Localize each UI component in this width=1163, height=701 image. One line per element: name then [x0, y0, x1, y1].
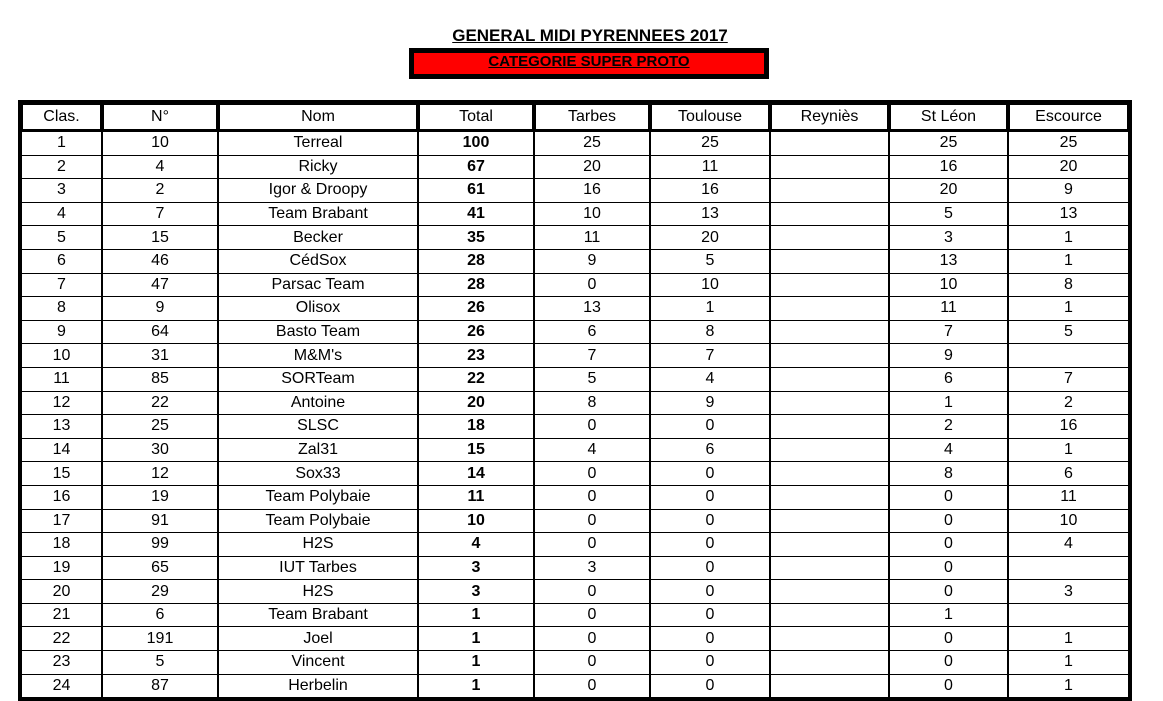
column-header-toulouse: Toulouse — [650, 103, 770, 132]
cell-reynies — [770, 226, 889, 250]
cell-number: 4 — [102, 156, 218, 180]
cell-tarbes: 25 — [534, 132, 650, 156]
cell-tarbes: 13 — [534, 297, 650, 321]
cell-rank: 10 — [21, 344, 102, 368]
cell-toulouse: 25 — [650, 132, 770, 156]
cell-tarbes: 0 — [534, 675, 650, 699]
cell-name: Ricky — [218, 156, 418, 180]
cell-escource: 3 — [1008, 580, 1129, 604]
cell-total: 20 — [418, 392, 534, 416]
column-header-reynies: Reyniès — [770, 103, 889, 132]
cell-tarbes: 0 — [534, 274, 650, 298]
cell-rank: 4 — [21, 203, 102, 227]
cell-reynies — [770, 297, 889, 321]
cell-reynies — [770, 415, 889, 439]
standings-table — [18, 100, 1132, 701]
cell-number: 2 — [102, 179, 218, 203]
cell-reynies — [770, 392, 889, 416]
cell-toulouse: 0 — [650, 486, 770, 510]
cell-st-leon: 0 — [889, 580, 1008, 604]
cell-rank: 14 — [21, 439, 102, 463]
cell-toulouse: 20 — [650, 226, 770, 250]
document-title: GENERAL MIDI PYRENNEES 2017 — [452, 26, 728, 45]
cell-name: Team Polybaie — [218, 486, 418, 510]
cell-reynies — [770, 156, 889, 180]
cell-name: Igor & Droopy — [218, 179, 418, 203]
cell-toulouse: 0 — [650, 627, 770, 651]
cell-name: H2S — [218, 580, 418, 604]
cell-tarbes: 0 — [534, 580, 650, 604]
cell-name: Terreal — [218, 132, 418, 156]
cell-number: 5 — [102, 651, 218, 675]
header-row — [21, 103, 1129, 132]
cell-rank: 24 — [21, 675, 102, 699]
cell-reynies — [770, 368, 889, 392]
cell-escource: 2 — [1008, 392, 1129, 416]
cell-name: Antoine — [218, 392, 418, 416]
cell-escource: 25 — [1008, 132, 1129, 156]
column-header-st-leon: St Léon — [889, 103, 1008, 132]
cell-number: 65 — [102, 557, 218, 581]
cell-rank: 11 — [21, 368, 102, 392]
cell-tarbes: 0 — [534, 510, 650, 534]
cell-escource — [1008, 557, 1129, 581]
cell-toulouse: 4 — [650, 368, 770, 392]
cell-number: 87 — [102, 675, 218, 699]
cell-toulouse: 0 — [650, 675, 770, 699]
cell-reynies — [770, 486, 889, 510]
table-row — [21, 226, 1129, 250]
table-row — [21, 321, 1129, 345]
cell-total: 10 — [418, 510, 534, 534]
cell-st-leon: 10 — [889, 274, 1008, 298]
cell-reynies — [770, 627, 889, 651]
cell-rank: 1 — [21, 132, 102, 156]
cell-total: 4 — [418, 533, 534, 557]
cell-number: 191 — [102, 627, 218, 651]
cell-st-leon: 16 — [889, 156, 1008, 180]
category-banner — [409, 48, 769, 79]
cell-tarbes: 0 — [534, 415, 650, 439]
cell-name: Sox33 — [218, 462, 418, 486]
cell-rank: 15 — [21, 462, 102, 486]
cell-st-leon: 5 — [889, 203, 1008, 227]
cell-st-leon: 20 — [889, 179, 1008, 203]
table-row — [21, 439, 1129, 463]
cell-tarbes: 8 — [534, 392, 650, 416]
cell-reynies — [770, 557, 889, 581]
cell-escource: 1 — [1008, 226, 1129, 250]
cell-tarbes: 10 — [534, 203, 650, 227]
cell-name: Team Brabant — [218, 604, 418, 628]
cell-tarbes: 0 — [534, 627, 650, 651]
cell-total: 3 — [418, 580, 534, 604]
cell-rank: 22 — [21, 627, 102, 651]
cell-escource: 1 — [1008, 675, 1129, 699]
cell-number: 64 — [102, 321, 218, 345]
cell-name: SORTeam — [218, 368, 418, 392]
table-row — [21, 156, 1129, 180]
cell-number: 6 — [102, 604, 218, 628]
cell-toulouse: 0 — [650, 580, 770, 604]
table-row — [21, 179, 1129, 203]
cell-rank: 18 — [21, 533, 102, 557]
cell-tarbes: 5 — [534, 368, 650, 392]
table-row — [21, 604, 1129, 628]
cell-st-leon: 2 — [889, 415, 1008, 439]
cell-name: Team Brabant — [218, 203, 418, 227]
cell-total: 67 — [418, 156, 534, 180]
cell-total: 28 — [418, 274, 534, 298]
cell-escource: 7 — [1008, 368, 1129, 392]
cell-total: 41 — [418, 203, 534, 227]
cell-number: 22 — [102, 392, 218, 416]
cell-name: CédSox — [218, 250, 418, 274]
cell-total: 23 — [418, 344, 534, 368]
table-row — [21, 580, 1129, 604]
cell-toulouse: 0 — [650, 557, 770, 581]
cell-name: Zal31 — [218, 439, 418, 463]
cell-toulouse: 0 — [650, 510, 770, 534]
cell-toulouse: 7 — [650, 344, 770, 368]
cell-number: 15 — [102, 226, 218, 250]
cell-number: 46 — [102, 250, 218, 274]
cell-rank: 3 — [21, 179, 102, 203]
cell-escource: 20 — [1008, 156, 1129, 180]
cell-rank: 6 — [21, 250, 102, 274]
cell-total: 18 — [418, 415, 534, 439]
cell-escource: 6 — [1008, 462, 1129, 486]
cell-name: Vincent — [218, 651, 418, 675]
cell-escource: 1 — [1008, 627, 1129, 651]
table-row — [21, 486, 1129, 510]
cell-reynies — [770, 321, 889, 345]
column-header-name: Nom — [218, 103, 418, 132]
cell-st-leon: 4 — [889, 439, 1008, 463]
cell-total: 22 — [418, 368, 534, 392]
cell-reynies — [770, 439, 889, 463]
cell-rank: 5 — [21, 226, 102, 250]
table-row — [21, 415, 1129, 439]
cell-st-leon: 1 — [889, 392, 1008, 416]
category-label: CATEGORIE SUPER PROTO — [412, 51, 766, 76]
cell-total: 1 — [418, 651, 534, 675]
cell-rank: 9 — [21, 321, 102, 345]
table-row — [21, 510, 1129, 534]
column-header-rank: Clas. — [21, 103, 102, 132]
cell-escource: 9 — [1008, 179, 1129, 203]
table-row — [21, 462, 1129, 486]
cell-total: 28 — [418, 250, 534, 274]
cell-escource: 8 — [1008, 274, 1129, 298]
cell-reynies — [770, 510, 889, 534]
cell-st-leon: 7 — [889, 321, 1008, 345]
cell-number: 31 — [102, 344, 218, 368]
cell-tarbes: 16 — [534, 179, 650, 203]
cell-tarbes: 0 — [534, 533, 650, 557]
cell-number: 30 — [102, 439, 218, 463]
cell-toulouse: 16 — [650, 179, 770, 203]
cell-number: 91 — [102, 510, 218, 534]
cell-rank: 23 — [21, 651, 102, 675]
cell-toulouse: 5 — [650, 250, 770, 274]
cell-tarbes: 0 — [534, 486, 650, 510]
cell-toulouse: 10 — [650, 274, 770, 298]
cell-reynies — [770, 203, 889, 227]
cell-total: 14 — [418, 462, 534, 486]
cell-escource: 1 — [1008, 651, 1129, 675]
table-row — [21, 203, 1129, 227]
table-row — [21, 297, 1129, 321]
table-row — [21, 557, 1129, 581]
cell-rank: 20 — [21, 580, 102, 604]
cell-st-leon: 0 — [889, 651, 1008, 675]
cell-tarbes: 20 — [534, 156, 650, 180]
cell-reynies — [770, 533, 889, 557]
cell-rank: 17 — [21, 510, 102, 534]
table-row — [21, 675, 1129, 699]
table-header — [21, 103, 1129, 132]
cell-reynies — [770, 274, 889, 298]
cell-total: 1 — [418, 627, 534, 651]
cell-name: IUT Tarbes — [218, 557, 418, 581]
cell-number: 85 — [102, 368, 218, 392]
table-row — [21, 533, 1129, 557]
table-row — [21, 344, 1129, 368]
cell-rank: 19 — [21, 557, 102, 581]
cell-st-leon: 0 — [889, 557, 1008, 581]
cell-name: Parsac Team — [218, 274, 418, 298]
cell-rank: 12 — [21, 392, 102, 416]
cell-st-leon: 6 — [889, 368, 1008, 392]
cell-escource: 5 — [1008, 321, 1129, 345]
cell-name: SLSC — [218, 415, 418, 439]
cell-reynies — [770, 675, 889, 699]
table-row — [21, 392, 1129, 416]
cell-total: 26 — [418, 297, 534, 321]
cell-toulouse: 0 — [650, 415, 770, 439]
cell-toulouse: 0 — [650, 604, 770, 628]
cell-name: Becker — [218, 226, 418, 250]
cell-escource: 4 — [1008, 533, 1129, 557]
cell-escource — [1008, 344, 1129, 368]
cell-reynies — [770, 132, 889, 156]
cell-reynies — [770, 179, 889, 203]
cell-escource: 1 — [1008, 297, 1129, 321]
cell-rank: 8 — [21, 297, 102, 321]
cell-total: 61 — [418, 179, 534, 203]
table-row — [21, 274, 1129, 298]
cell-st-leon: 0 — [889, 675, 1008, 699]
cell-total: 1 — [418, 675, 534, 699]
cell-reynies — [770, 651, 889, 675]
cell-escource: 11 — [1008, 486, 1129, 510]
cell-toulouse: 1 — [650, 297, 770, 321]
cell-toulouse: 0 — [650, 462, 770, 486]
cell-total: 3 — [418, 557, 534, 581]
cell-number: 7 — [102, 203, 218, 227]
cell-name: H2S — [218, 533, 418, 557]
cell-total: 11 — [418, 486, 534, 510]
cell-toulouse: 6 — [650, 439, 770, 463]
cell-rank: 7 — [21, 274, 102, 298]
cell-st-leon: 1 — [889, 604, 1008, 628]
cell-number: 99 — [102, 533, 218, 557]
cell-st-leon: 8 — [889, 462, 1008, 486]
cell-reynies — [770, 604, 889, 628]
cell-reynies — [770, 462, 889, 486]
cell-tarbes: 4 — [534, 439, 650, 463]
cell-escource: 13 — [1008, 203, 1129, 227]
cell-st-leon: 0 — [889, 510, 1008, 534]
cell-rank: 2 — [21, 156, 102, 180]
cell-toulouse: 0 — [650, 651, 770, 675]
cell-tarbes: 0 — [534, 462, 650, 486]
cell-total: 15 — [418, 439, 534, 463]
table-row — [21, 627, 1129, 651]
cell-reynies — [770, 580, 889, 604]
cell-tarbes: 0 — [534, 604, 650, 628]
cell-name: Team Polybaie — [218, 510, 418, 534]
cell-toulouse: 11 — [650, 156, 770, 180]
cell-name: Olisox — [218, 297, 418, 321]
cell-st-leon: 0 — [889, 486, 1008, 510]
cell-toulouse: 13 — [650, 203, 770, 227]
column-header-total: Total — [418, 103, 534, 132]
cell-rank: 13 — [21, 415, 102, 439]
column-header-tarbes: Tarbes — [534, 103, 650, 132]
cell-escource: 16 — [1008, 415, 1129, 439]
cell-number: 29 — [102, 580, 218, 604]
cell-rank: 16 — [21, 486, 102, 510]
cell-total: 35 — [418, 226, 534, 250]
cell-total: 100 — [418, 132, 534, 156]
cell-st-leon: 0 — [889, 627, 1008, 651]
cell-toulouse: 0 — [650, 533, 770, 557]
cell-number: 47 — [102, 274, 218, 298]
column-header-number: N° — [102, 103, 218, 132]
cell-name: Basto Team — [218, 321, 418, 345]
cell-tarbes: 3 — [534, 557, 650, 581]
cell-tarbes: 6 — [534, 321, 650, 345]
cell-tarbes: 0 — [534, 651, 650, 675]
cell-number: 25 — [102, 415, 218, 439]
cell-st-leon: 0 — [889, 533, 1008, 557]
cell-reynies — [770, 344, 889, 368]
cell-toulouse: 9 — [650, 392, 770, 416]
cell-number: 19 — [102, 486, 218, 510]
cell-name: Herbelin — [218, 675, 418, 699]
cell-name: Joel — [218, 627, 418, 651]
cell-escource — [1008, 604, 1129, 628]
cell-number: 12 — [102, 462, 218, 486]
column-header-escource: Escource — [1008, 103, 1129, 132]
cell-rank: 21 — [21, 604, 102, 628]
cell-escource: 1 — [1008, 439, 1129, 463]
cell-name: M&M's — [218, 344, 418, 368]
cell-total: 1 — [418, 604, 534, 628]
table-body — [21, 132, 1129, 698]
cell-toulouse: 8 — [650, 321, 770, 345]
cell-tarbes: 7 — [534, 344, 650, 368]
cell-tarbes: 9 — [534, 250, 650, 274]
cell-st-leon: 3 — [889, 226, 1008, 250]
cell-number: 9 — [102, 297, 218, 321]
cell-st-leon: 25 — [889, 132, 1008, 156]
table-row — [21, 132, 1129, 156]
table-row — [21, 651, 1129, 675]
cell-total: 26 — [418, 321, 534, 345]
cell-reynies — [770, 250, 889, 274]
cell-st-leon: 9 — [889, 344, 1008, 368]
table-row — [21, 368, 1129, 392]
cell-st-leon: 11 — [889, 297, 1008, 321]
cell-number: 10 — [102, 132, 218, 156]
cell-st-leon: 13 — [889, 250, 1008, 274]
cell-escource: 10 — [1008, 510, 1129, 534]
cell-escource: 1 — [1008, 250, 1129, 274]
cell-tarbes: 11 — [534, 226, 650, 250]
table-row — [21, 250, 1129, 274]
